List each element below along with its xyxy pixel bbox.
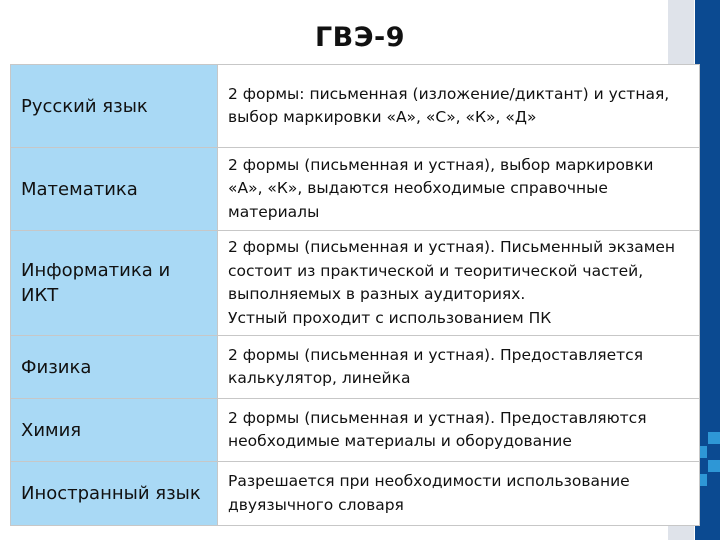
description-text: 2 формы (письменная и устная). Предоставляется калькулятор, линейка <box>228 345 644 387</box>
subject-cell: Информатика и ИКТ <box>11 231 218 336</box>
description-cell <box>218 462 700 526</box>
table-row <box>11 65 700 148</box>
description-cell <box>218 336 700 399</box>
decor-square <box>708 432 720 444</box>
description-text: 2 формы: письменная (изложение/диктант) и устная, выбор маркировки «А», «С», «К», «Д» <box>228 84 670 126</box>
table-row <box>11 462 700 526</box>
description-cell <box>218 65 700 148</box>
description-cell <box>218 399 700 462</box>
table-row <box>11 399 700 462</box>
table-row <box>11 148 700 231</box>
description-cell <box>218 231 700 336</box>
table-row <box>11 336 700 399</box>
subject-cell: Математика <box>11 148 218 231</box>
subject-cell: Физика <box>11 336 218 399</box>
slide-title: ГВЭ-9 <box>314 22 406 53</box>
description-text: Разрешается при необходимости использование двуязычного словаря <box>228 472 630 514</box>
description-text: 2 формы (письменная и устная), выбор маркировки «А», «К», выдаются необходимые справочные материалы <box>228 155 654 221</box>
table-row <box>11 231 700 336</box>
decor-square <box>708 460 720 472</box>
description-text: 2 формы (письменная и устная). Предоставляются необходимые материалы и оборудование <box>228 408 647 450</box>
subject-cell: Русский язык <box>11 65 218 148</box>
exam-forms-table <box>10 64 700 526</box>
description-text: 2 формы (письменная и устная). Письменный экзамен состоит из практической и теоритической частей, выполняемых в разных аудиториях. Устный проходит с использованием ПК <box>228 238 676 327</box>
subject-cell: Иностранный язык <box>11 462 218 526</box>
description-cell <box>218 148 700 231</box>
subject-cell: Химия <box>11 399 218 462</box>
